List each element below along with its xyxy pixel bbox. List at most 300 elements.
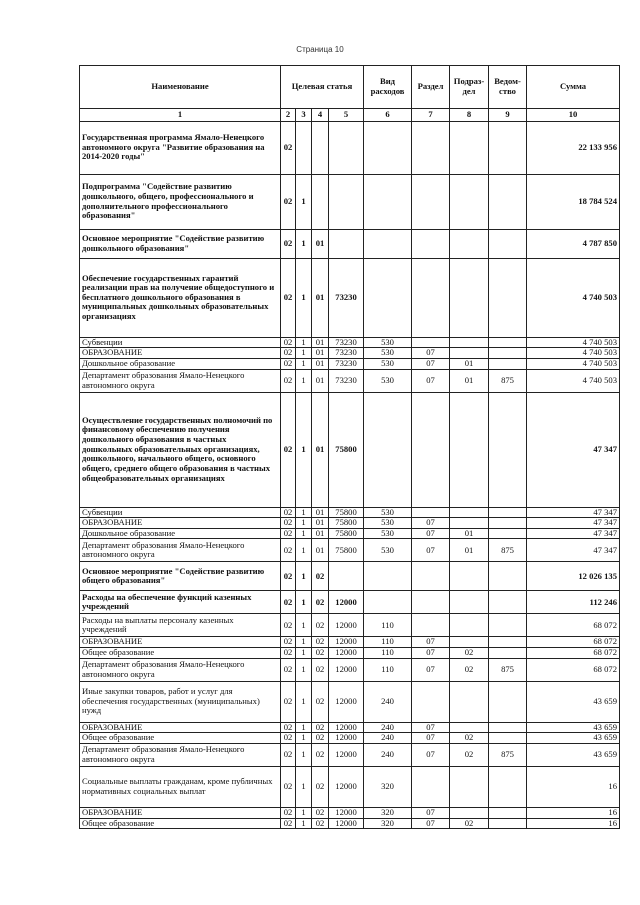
header-razdel: Раздел [412, 66, 450, 109]
table-row [80, 358, 620, 369]
row-name: ОБРАЗОВАНИЕ [80, 722, 281, 733]
row-program: 02 [281, 174, 296, 229]
row-expense-type: 320 [364, 766, 412, 807]
row-measure [312, 121, 329, 174]
row-amount: 43 659 [527, 743, 620, 766]
row-subsection [450, 348, 489, 359]
row-name: ОБРАЗОВАНИЕ [80, 348, 281, 359]
row-measure: 02 [312, 743, 329, 766]
row-name: Подпрограмма "Содействие развитию дошкольного, общего, профессионального и дополнительного профессионального образования" [80, 174, 281, 229]
row-direction: 75800 [329, 539, 364, 562]
row-direction [329, 229, 364, 258]
row-department: 875 [489, 539, 527, 562]
row-amount: 112 246 [527, 591, 620, 614]
row-subprogram: 1 [296, 358, 312, 369]
row-program: 02 [281, 766, 296, 807]
budget-table [79, 65, 620, 829]
row-direction: 12000 [329, 614, 364, 637]
row-subsection [450, 392, 489, 507]
row-section: 07 [412, 539, 450, 562]
row-department [489, 358, 527, 369]
row-amount: 47 347 [527, 528, 620, 539]
row-name: Общее образование [80, 733, 281, 744]
row-expense-type: 240 [364, 722, 412, 733]
row-measure: 02 [312, 722, 329, 733]
row-name: Субвенции [80, 507, 281, 518]
row-measure: 01 [312, 258, 329, 337]
table-row [80, 658, 620, 681]
table-row [80, 174, 620, 229]
row-subprogram: 1 [296, 229, 312, 258]
row-name: Иные закупки товаров, работ и услуг для обеспечения государственных (муниципальных) нужд [80, 681, 281, 722]
row-measure: 02 [312, 658, 329, 681]
row-measure: 01 [312, 392, 329, 507]
row-subprogram: 1 [296, 591, 312, 614]
row-name: Расходы на выплаты персоналу казенных учреждений [80, 614, 281, 637]
row-section [412, 392, 450, 507]
table-row [80, 518, 620, 529]
table-row [80, 562, 620, 591]
row-amount: 16 [527, 818, 620, 829]
row-subprogram: 1 [296, 766, 312, 807]
table-row [80, 528, 620, 539]
row-subprogram: 1 [296, 562, 312, 591]
row-direction: 12000 [329, 722, 364, 733]
row-direction: 75800 [329, 507, 364, 518]
row-program: 02 [281, 337, 296, 348]
row-expense-type: 110 [364, 658, 412, 681]
row-amount: 68 072 [527, 658, 620, 681]
table-row [80, 722, 620, 733]
row-expense-type: 320 [364, 807, 412, 818]
row-measure: 02 [312, 648, 329, 659]
row-section: 07 [412, 518, 450, 529]
table-row [80, 229, 620, 258]
row-subsection [450, 766, 489, 807]
row-direction: 12000 [329, 743, 364, 766]
row-direction: 12000 [329, 637, 364, 648]
row-department [489, 648, 527, 659]
row-direction: 75800 [329, 392, 364, 507]
row-subprogram [296, 121, 312, 174]
table-row [80, 637, 620, 648]
row-expense-type: 240 [364, 733, 412, 744]
row-name: ОБРАЗОВАНИЕ [80, 807, 281, 818]
row-direction: 12000 [329, 591, 364, 614]
header-summa: Сумма [527, 66, 620, 109]
row-direction: 12000 [329, 681, 364, 722]
column-number: 7 [412, 109, 450, 122]
row-direction: 73230 [329, 358, 364, 369]
row-name: Обеспечение государственных гарантий реализации прав на получение общедоступного и бесплатного дошкольного образования в муниципальных дошкольных образовательных организациях [80, 258, 281, 337]
row-section [412, 174, 450, 229]
row-program: 02 [281, 562, 296, 591]
row-amount: 47 347 [527, 392, 620, 507]
row-program: 02 [281, 722, 296, 733]
row-subprogram: 1 [296, 681, 312, 722]
row-department [489, 562, 527, 591]
row-amount: 4 787 850 [527, 229, 620, 258]
column-number: 5 [329, 109, 364, 122]
table-row [80, 539, 620, 562]
row-expense-type: 530 [364, 337, 412, 348]
row-expense-type [364, 591, 412, 614]
row-measure: 02 [312, 614, 329, 637]
row-measure: 02 [312, 766, 329, 807]
row-department [489, 392, 527, 507]
row-name: ОБРАЗОВАНИЕ [80, 637, 281, 648]
row-measure: 02 [312, 681, 329, 722]
header-vid: Вид расходов [364, 66, 412, 109]
row-direction [329, 121, 364, 174]
header-vedomstvo: Ведом-ство [489, 66, 527, 109]
row-subprogram: 1 [296, 518, 312, 529]
row-subsection: 01 [450, 358, 489, 369]
row-program: 02 [281, 807, 296, 818]
row-subsection: 02 [450, 648, 489, 659]
row-subsection: 01 [450, 528, 489, 539]
row-expense-type [364, 174, 412, 229]
row-section: 07 [412, 733, 450, 744]
row-subsection: 02 [450, 658, 489, 681]
column-number: 3 [296, 109, 312, 122]
row-direction: 12000 [329, 658, 364, 681]
row-amount: 4 740 503 [527, 337, 620, 348]
row-section: 07 [412, 722, 450, 733]
row-department [489, 637, 527, 648]
table-row [80, 591, 620, 614]
row-section [412, 258, 450, 337]
row-subsection [450, 681, 489, 722]
row-measure: 01 [312, 507, 329, 518]
row-program: 02 [281, 539, 296, 562]
row-department [489, 766, 527, 807]
row-expense-type: 530 [364, 528, 412, 539]
row-measure: 01 [312, 528, 329, 539]
column-numbers-row [80, 109, 620, 122]
row-program: 02 [281, 121, 296, 174]
row-name: Социальные выплаты гражданам, кроме публичных нормативных социальных выплат [80, 766, 281, 807]
row-subsection: 01 [450, 539, 489, 562]
row-department: 875 [489, 658, 527, 681]
row-name: Дошкольное образование [80, 358, 281, 369]
row-amount: 4 740 503 [527, 358, 620, 369]
row-name: Дошкольное образование [80, 528, 281, 539]
row-amount: 43 659 [527, 722, 620, 733]
row-name: Основное мероприятие "Содействие развитию дошкольного образования" [80, 229, 281, 258]
row-subsection [450, 507, 489, 518]
row-name: Департамент образования Ямало-Ненецкого автономного округа [80, 658, 281, 681]
row-subsection [450, 722, 489, 733]
row-department [489, 121, 527, 174]
row-amount: 47 347 [527, 539, 620, 562]
row-subsection [450, 614, 489, 637]
table-header [80, 66, 620, 122]
row-direction [329, 562, 364, 591]
row-program: 02 [281, 591, 296, 614]
row-section: 07 [412, 658, 450, 681]
row-direction: 12000 [329, 733, 364, 744]
table-row [80, 258, 620, 337]
row-section: 07 [412, 528, 450, 539]
row-department [489, 258, 527, 337]
row-expense-type: 240 [364, 743, 412, 766]
row-department [489, 733, 527, 744]
row-measure: 02 [312, 562, 329, 591]
row-measure: 01 [312, 369, 329, 392]
row-name: Субвенции [80, 337, 281, 348]
row-expense-type: 110 [364, 637, 412, 648]
row-section [412, 681, 450, 722]
row-direction: 75800 [329, 518, 364, 529]
page-label: Страница 10 [296, 45, 344, 54]
row-direction: 12000 [329, 766, 364, 807]
row-department [489, 348, 527, 359]
row-subprogram: 1 [296, 807, 312, 818]
row-expense-type [364, 562, 412, 591]
row-department [489, 507, 527, 518]
row-name: ОБРАЗОВАНИЕ [80, 518, 281, 529]
row-subprogram: 1 [296, 637, 312, 648]
row-amount: 4 740 503 [527, 348, 620, 359]
table-row [80, 743, 620, 766]
row-subsection: 02 [450, 733, 489, 744]
row-subprogram: 1 [296, 392, 312, 507]
row-subprogram: 1 [296, 507, 312, 518]
row-department [489, 722, 527, 733]
table-row [80, 733, 620, 744]
row-subprogram: 1 [296, 539, 312, 562]
row-subprogram: 1 [296, 658, 312, 681]
row-section [412, 591, 450, 614]
row-amount: 68 072 [527, 614, 620, 637]
row-expense-type: 110 [364, 614, 412, 637]
row-name: Общее образование [80, 648, 281, 659]
row-program: 02 [281, 348, 296, 359]
row-section [412, 337, 450, 348]
row-subsection [450, 518, 489, 529]
row-section [412, 766, 450, 807]
row-section: 07 [412, 648, 450, 659]
row-expense-type: 530 [364, 348, 412, 359]
table-row [80, 681, 620, 722]
row-amount: 47 347 [527, 507, 620, 518]
row-section [412, 229, 450, 258]
row-measure: 01 [312, 539, 329, 562]
row-direction [329, 174, 364, 229]
row-expense-type: 530 [364, 518, 412, 529]
row-amount: 18 784 524 [527, 174, 620, 229]
header-podrazdel: Подраз-дел [450, 66, 489, 109]
column-number: 4 [312, 109, 329, 122]
column-number: 8 [450, 109, 489, 122]
row-expense-type: 530 [364, 539, 412, 562]
row-subprogram: 1 [296, 648, 312, 659]
row-measure: 01 [312, 348, 329, 359]
row-subsection: 02 [450, 743, 489, 766]
row-program: 02 [281, 658, 296, 681]
row-subprogram: 1 [296, 722, 312, 733]
row-department [489, 818, 527, 829]
row-subprogram: 1 [296, 337, 312, 348]
column-number: 9 [489, 109, 527, 122]
row-subsection [450, 229, 489, 258]
header-target: Целевая статья [281, 66, 364, 109]
row-subprogram: 1 [296, 733, 312, 744]
column-number: 10 [527, 109, 620, 122]
row-amount: 47 347 [527, 518, 620, 529]
row-section [412, 562, 450, 591]
row-subprogram: 1 [296, 743, 312, 766]
row-measure: 01 [312, 518, 329, 529]
row-program: 02 [281, 358, 296, 369]
row-section [412, 614, 450, 637]
row-subsection [450, 591, 489, 614]
row-section: 07 [412, 637, 450, 648]
row-expense-type [364, 121, 412, 174]
row-program: 02 [281, 229, 296, 258]
row-subsection [450, 807, 489, 818]
row-subprogram: 1 [296, 528, 312, 539]
row-expense-type [364, 392, 412, 507]
row-amount: 4 740 503 [527, 258, 620, 337]
row-subprogram: 1 [296, 614, 312, 637]
table-row [80, 648, 620, 659]
row-amount: 43 659 [527, 733, 620, 744]
table-row [80, 369, 620, 392]
row-expense-type [364, 229, 412, 258]
row-program: 02 [281, 392, 296, 507]
row-direction: 12000 [329, 648, 364, 659]
row-department [489, 807, 527, 818]
row-subsection [450, 258, 489, 337]
row-expense-type: 110 [364, 648, 412, 659]
row-amount: 43 659 [527, 681, 620, 722]
row-program: 02 [281, 743, 296, 766]
row-expense-type: 530 [364, 507, 412, 518]
column-number: 1 [80, 109, 281, 122]
row-department [489, 591, 527, 614]
row-program: 02 [281, 258, 296, 337]
row-subsection: 02 [450, 818, 489, 829]
row-program: 02 [281, 528, 296, 539]
row-section: 07 [412, 818, 450, 829]
table-row [80, 614, 620, 637]
row-measure: 02 [312, 807, 329, 818]
row-direction: 12000 [329, 818, 364, 829]
row-measure: 01 [312, 229, 329, 258]
row-direction: 75800 [329, 528, 364, 539]
table-body [80, 121, 620, 829]
row-section: 07 [412, 807, 450, 818]
row-subsection [450, 337, 489, 348]
column-number: 2 [281, 109, 296, 122]
row-name: Департамент образования Ямало-Ненецкого автономного округа [80, 743, 281, 766]
row-program: 02 [281, 614, 296, 637]
row-department [489, 681, 527, 722]
header-name: Наименование [80, 66, 281, 109]
row-department: 875 [489, 743, 527, 766]
row-measure: 02 [312, 591, 329, 614]
row-section [412, 121, 450, 174]
row-department [489, 229, 527, 258]
row-measure: 02 [312, 818, 329, 829]
row-subprogram: 1 [296, 348, 312, 359]
row-expense-type: 240 [364, 681, 412, 722]
row-department [489, 337, 527, 348]
row-section [412, 507, 450, 518]
row-program: 02 [281, 507, 296, 518]
row-subsection [450, 562, 489, 591]
row-expense-type: 530 [364, 369, 412, 392]
row-department [489, 518, 527, 529]
row-expense-type: 320 [364, 818, 412, 829]
row-expense-type: 530 [364, 358, 412, 369]
row-amount: 22 133 956 [527, 121, 620, 174]
table-row [80, 121, 620, 174]
row-program: 02 [281, 681, 296, 722]
row-amount: 68 072 [527, 637, 620, 648]
row-name: Государственная программа Ямало-Ненецкого автономного округа "Развитие образования на 2014-2020 годы" [80, 121, 281, 174]
row-name: Расходы на обеспечение функций казенных учреждений [80, 591, 281, 614]
row-measure: 02 [312, 637, 329, 648]
row-department [489, 614, 527, 637]
row-amount: 4 740 503 [527, 369, 620, 392]
row-subsection: 01 [450, 369, 489, 392]
row-program: 02 [281, 518, 296, 529]
row-subsection [450, 174, 489, 229]
row-subprogram: 1 [296, 258, 312, 337]
row-direction: 12000 [329, 807, 364, 818]
row-direction: 73230 [329, 348, 364, 359]
row-program: 02 [281, 818, 296, 829]
row-section: 07 [412, 348, 450, 359]
row-name: Основное мероприятие "Содействие развитию общего образования" [80, 562, 281, 591]
row-name: Департамент образования Ямало-Ненецкого автономного округа [80, 539, 281, 562]
row-department [489, 528, 527, 539]
row-amount: 68 072 [527, 648, 620, 659]
row-section: 07 [412, 358, 450, 369]
row-subprogram: 1 [296, 369, 312, 392]
row-subprogram: 1 [296, 174, 312, 229]
row-section: 07 [412, 369, 450, 392]
row-measure [312, 174, 329, 229]
row-measure: 01 [312, 337, 329, 348]
row-program: 02 [281, 637, 296, 648]
table-row [80, 392, 620, 507]
row-program: 02 [281, 369, 296, 392]
row-subprogram: 1 [296, 818, 312, 829]
table-row [80, 766, 620, 807]
row-direction: 73230 [329, 337, 364, 348]
row-amount: 12 026 135 [527, 562, 620, 591]
row-program: 02 [281, 648, 296, 659]
table-row [80, 348, 620, 359]
column-number: 6 [364, 109, 412, 122]
table-row [80, 818, 620, 829]
row-department [489, 174, 527, 229]
row-name: Общее образование [80, 818, 281, 829]
row-direction: 73230 [329, 258, 364, 337]
row-program: 02 [281, 733, 296, 744]
table-row [80, 507, 620, 518]
row-subsection [450, 637, 489, 648]
row-name: Осуществление государственных полномочий по финансовому обеспечению получения дошкольного образования в частных дошкольных образовательных организациях, дошкольного, начального общего, основного общего, среднего общего образования в частных общеобразовательных организациях [80, 392, 281, 507]
row-direction: 73230 [329, 369, 364, 392]
row-amount: 16 [527, 807, 620, 818]
table-row [80, 807, 620, 818]
row-measure: 02 [312, 733, 329, 744]
